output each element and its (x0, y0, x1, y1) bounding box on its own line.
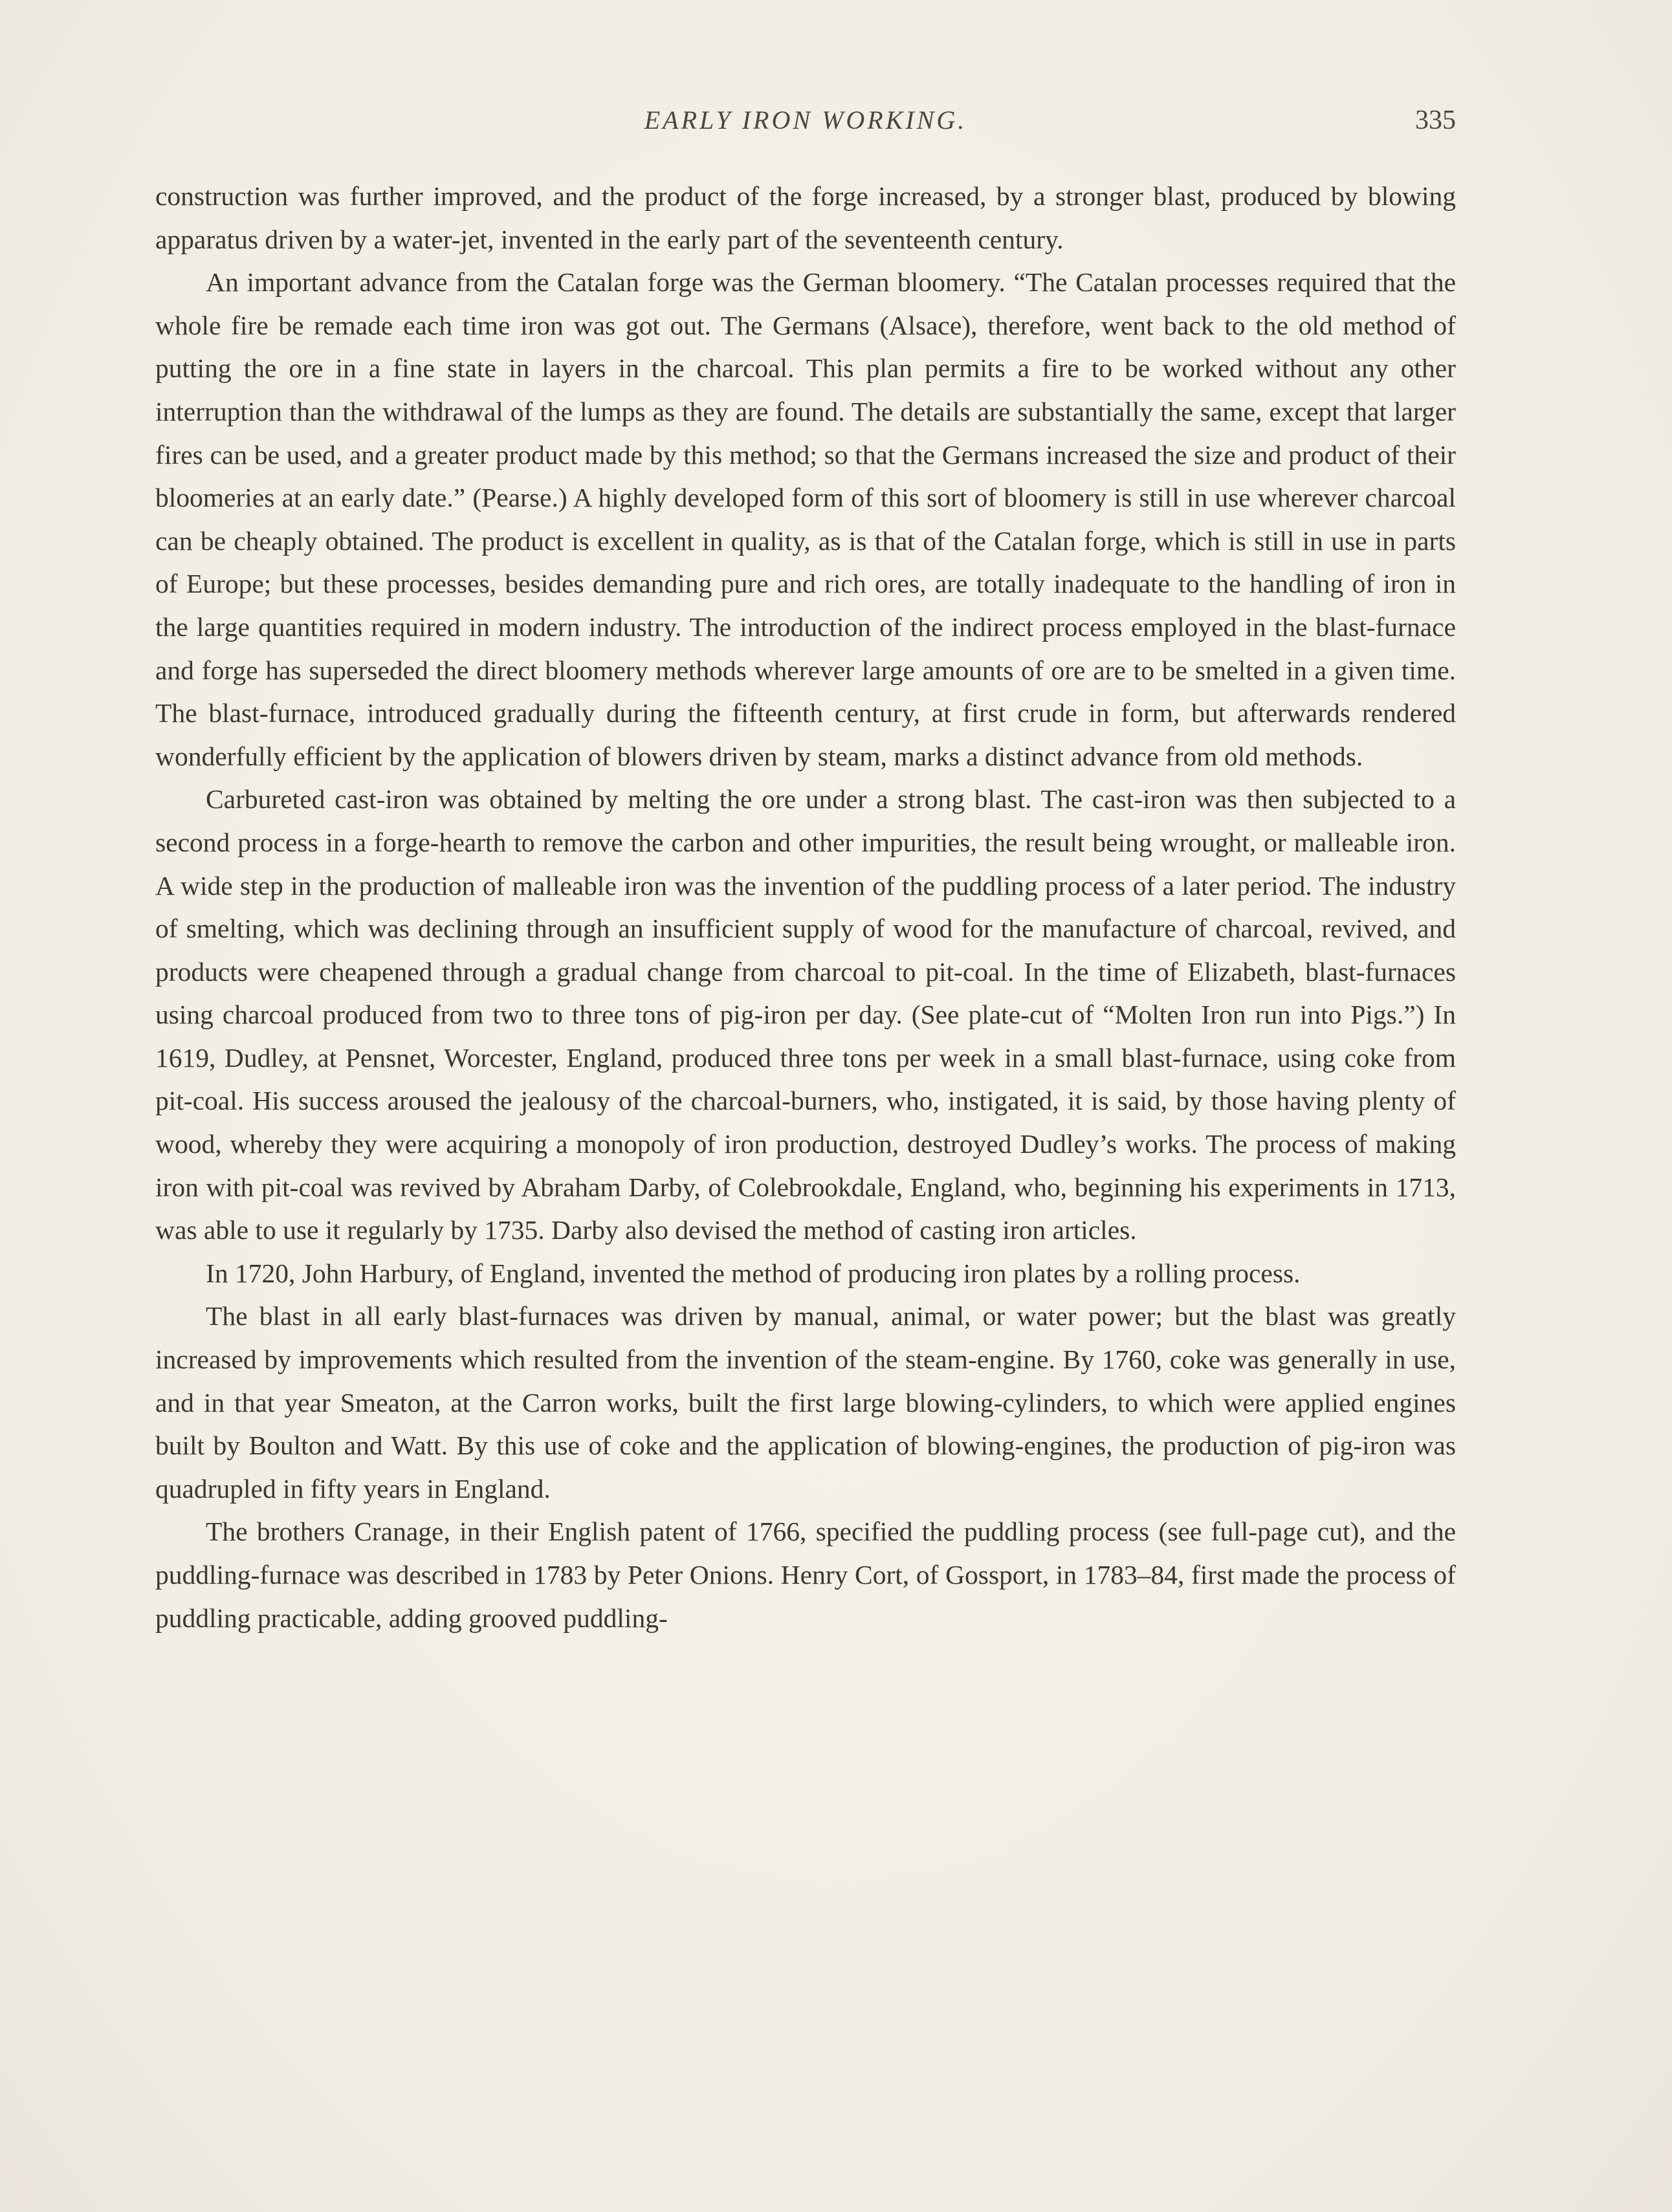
paragraph: Carbureted cast-iron was obtained by melting the ore under a strong blast. The cast-iron was then subjected to a second process in a forge-hearth to remove the carbon and other impurities, the result being wrought, or malleable iron. A wide step in the production of malleable iron was the invention of the puddling process of a later period. The industry of smelting, which was declining through an insufficient supply of wood for the manufacture of charcoal, revived, and products were cheapened through a gradual change from charcoal to pit-coal. In the time of Elizabeth, blast-furnaces using charcoal produced from two to three tons of pig-iron per day. (See plate-cut of “Molten Iron run into Pigs.”) In 1619, Dudley, at Pensnet, Worcester, England, produced three tons per week in a small blast-furnace, using coke from pit-coal. His success aroused the jealousy of the charcoal-burners, who, instigated, it is said, by those having plenty of wood, whereby they were acquiring a monopoly of iron production, destroyed Dudley’s works. The process of making iron with pit-coal was revived by Abraham Darby, of Colebrookdale, England, who, beginning his experiments in 1713, was able to use it regularly by 1735. Darby also devised the method of casting iron articles. (155, 784, 1456, 1245)
paragraph: The blast in all early blast-furnaces was driven by manual, animal, or water power; but the blast was greatly increased by improvements which resulted from the invention of the steam-engine. By 1760, coke was generally in use, and in that year Smeaton, at the Carron works, built the first large blowing-cylinders, to which were applied engines built by Boulton and Watt. By this use of coke and the application of blowing-engines, the production of pig-iron was quadrupled in fifty years in England. (155, 1301, 1456, 1504)
paragraph: The brothers Cranage, in their English patent of 1766, specified the puddling process (see full-page cut), and the puddling-furnace was described in 1783 by Peter Onions. Henry Cort, of Gossport, in 1783–84, first made the process of puddling practicable, adding grooved puddling- (155, 1517, 1456, 1633)
running-head (155, 105, 1456, 144)
paragraph: In 1720, John Harbury, of England, invented the method of producing iron plates by a rolling process. (206, 1258, 1301, 1288)
body-text (155, 175, 1456, 1639)
paragraph: An important advance from the Catalan forge was the German bloomery. “The Catalan processes required that the whole fire be remade each time iron was got out. The Germans (Alsace), therefore, went back to the old method of putting the ore in a fine state in layers in the charcoal. This plan permits a fire to be worked without any other interruption than the withdrawal of the lumps as they are found. The details are substantially the same, except that larger fires can be used, and a greater product made by this method; so that the Germans increased the size and product of their bloomeries at an early date.” (Pearse.) A highly developed form of this sort of bloomery is still in use wherever charcoal can be cheaply obtained. The product is excellent in quality, as is that of the Catalan forge, which is still in use in parts of Europe; but these processes, besides demanding pure and rich ores, are totally inadequate to the handling of iron in the large quantities required in modern industry. The introduction of the indirect process employed in the blast-furnace and forge has superseded the direct bloomery methods wherever large amounts of ore are to be smelted in a given time. The blast-furnace, introduced gradually during the fifteenth century, at first crude in form, but afterwards rendered wonderfully efficient by the application of blowers driven by steam, marks a distinct advance from old methods. (155, 267, 1456, 771)
paragraph: construction was further improved, and the product of the forge increased, by a stronger blast, produced by blowing apparatus driven by a water-jet, invented in the early part of the seventeenth century. (155, 181, 1456, 254)
running-title: EARLY IRON WORKING. (644, 105, 967, 135)
page-number: 335 (1415, 105, 1456, 135)
